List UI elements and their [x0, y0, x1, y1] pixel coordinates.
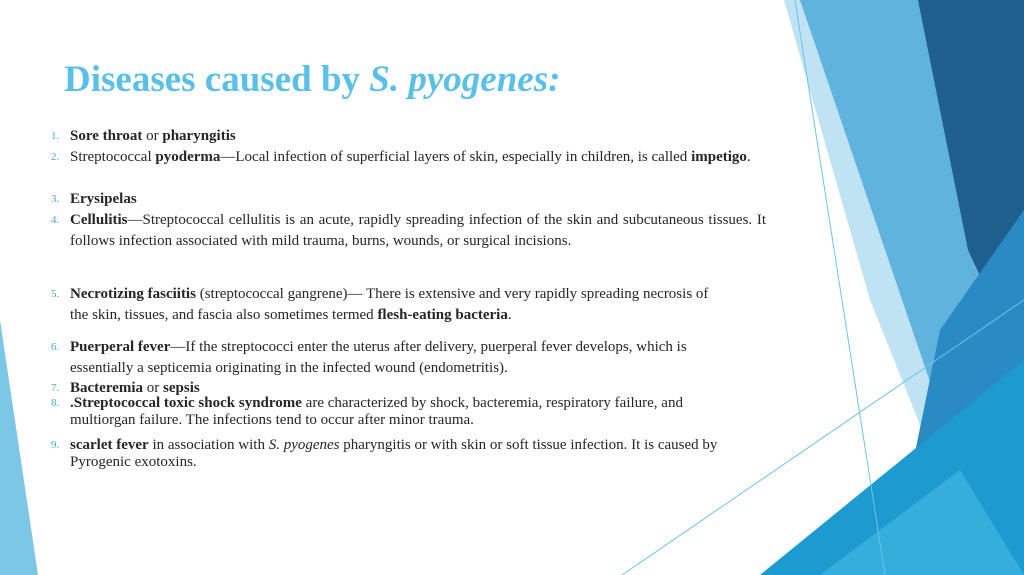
item-text	[70, 284, 730, 326]
bold-term: Necrotizing fasciitis	[70, 286, 196, 302]
bold-term: sepsis	[163, 380, 200, 396]
bold-term: Cellulitis	[70, 212, 128, 228]
text-run: in association with	[148, 437, 269, 453]
bold-term: impetigo	[691, 149, 747, 165]
title-prefix: Diseases caused by	[64, 59, 370, 100]
text-run: are characterized by shock, bacteremia, respiratory failure, and multiorgan failure. The infections tend to occur after minor trauma.	[70, 395, 683, 428]
bold-term: .Streptococcal toxic shock syndrome	[70, 395, 302, 411]
text-run: or	[143, 380, 164, 396]
bold-term: Sore throat	[70, 128, 143, 144]
item-number: 8.	[51, 397, 60, 409]
slide-title	[64, 58, 560, 101]
bold-term: flesh-eating bacteria	[377, 307, 508, 323]
text-run: —Local infection of superficial layers of skin, especially in children, is called	[220, 149, 692, 165]
item-text	[70, 189, 766, 210]
text-run: —Streptococcal cellulitis is an acute, rapidly spreading infection of the skin and subcutaneous tissues. It follows infection associated with mild trauma, burns, wounds, or surgical incisions.	[70, 212, 766, 249]
item-number: 7.	[51, 382, 60, 394]
item-number: 1.	[51, 130, 60, 142]
text-run: —If the streptococci enter the uterus after delivery, puerperal fever develops, which is essentially a septicemia originating in the infected wound (endometritis).	[70, 339, 687, 376]
bold-term: pharyngitis	[162, 128, 236, 144]
item-number: 5.	[51, 288, 60, 300]
left-accent-shape	[0, 320, 38, 575]
bold-term: Erysipelas	[70, 191, 137, 207]
item-text	[70, 337, 730, 379]
bold-term: pyoderma	[155, 149, 221, 165]
item-text	[70, 147, 766, 168]
title-organism: S. pyogenes:	[369, 59, 561, 100]
item-number: 9.	[51, 439, 60, 451]
item-text	[70, 210, 766, 252]
item-number: 2.	[51, 151, 60, 163]
text-run: (streptococcal gangrene)— There is extensive and very rapidly spreading necrosis of the skin, tissues, and fascia also sometimes termed	[70, 286, 709, 323]
text-run: pharyngitis or with skin or soft tissue infection. It is caused by Pyrogenic exotoxins.	[70, 437, 718, 470]
item-text	[70, 126, 766, 147]
item-number: 3.	[51, 193, 60, 205]
item-text	[70, 395, 750, 429]
italic-term: S. pyogenes	[268, 437, 340, 453]
item-number: 6.	[51, 341, 60, 353]
bold-term: scarlet fever	[70, 437, 149, 453]
text-run: .	[746, 149, 751, 165]
item-number: 4.	[51, 214, 60, 226]
text-run: Streptococcal	[70, 149, 156, 165]
item-text	[70, 437, 730, 471]
bold-term: Puerperal fever	[70, 339, 171, 355]
bold-term: Bacteremia	[70, 380, 144, 396]
text-run: .	[507, 307, 512, 323]
text-run: or	[142, 128, 163, 144]
